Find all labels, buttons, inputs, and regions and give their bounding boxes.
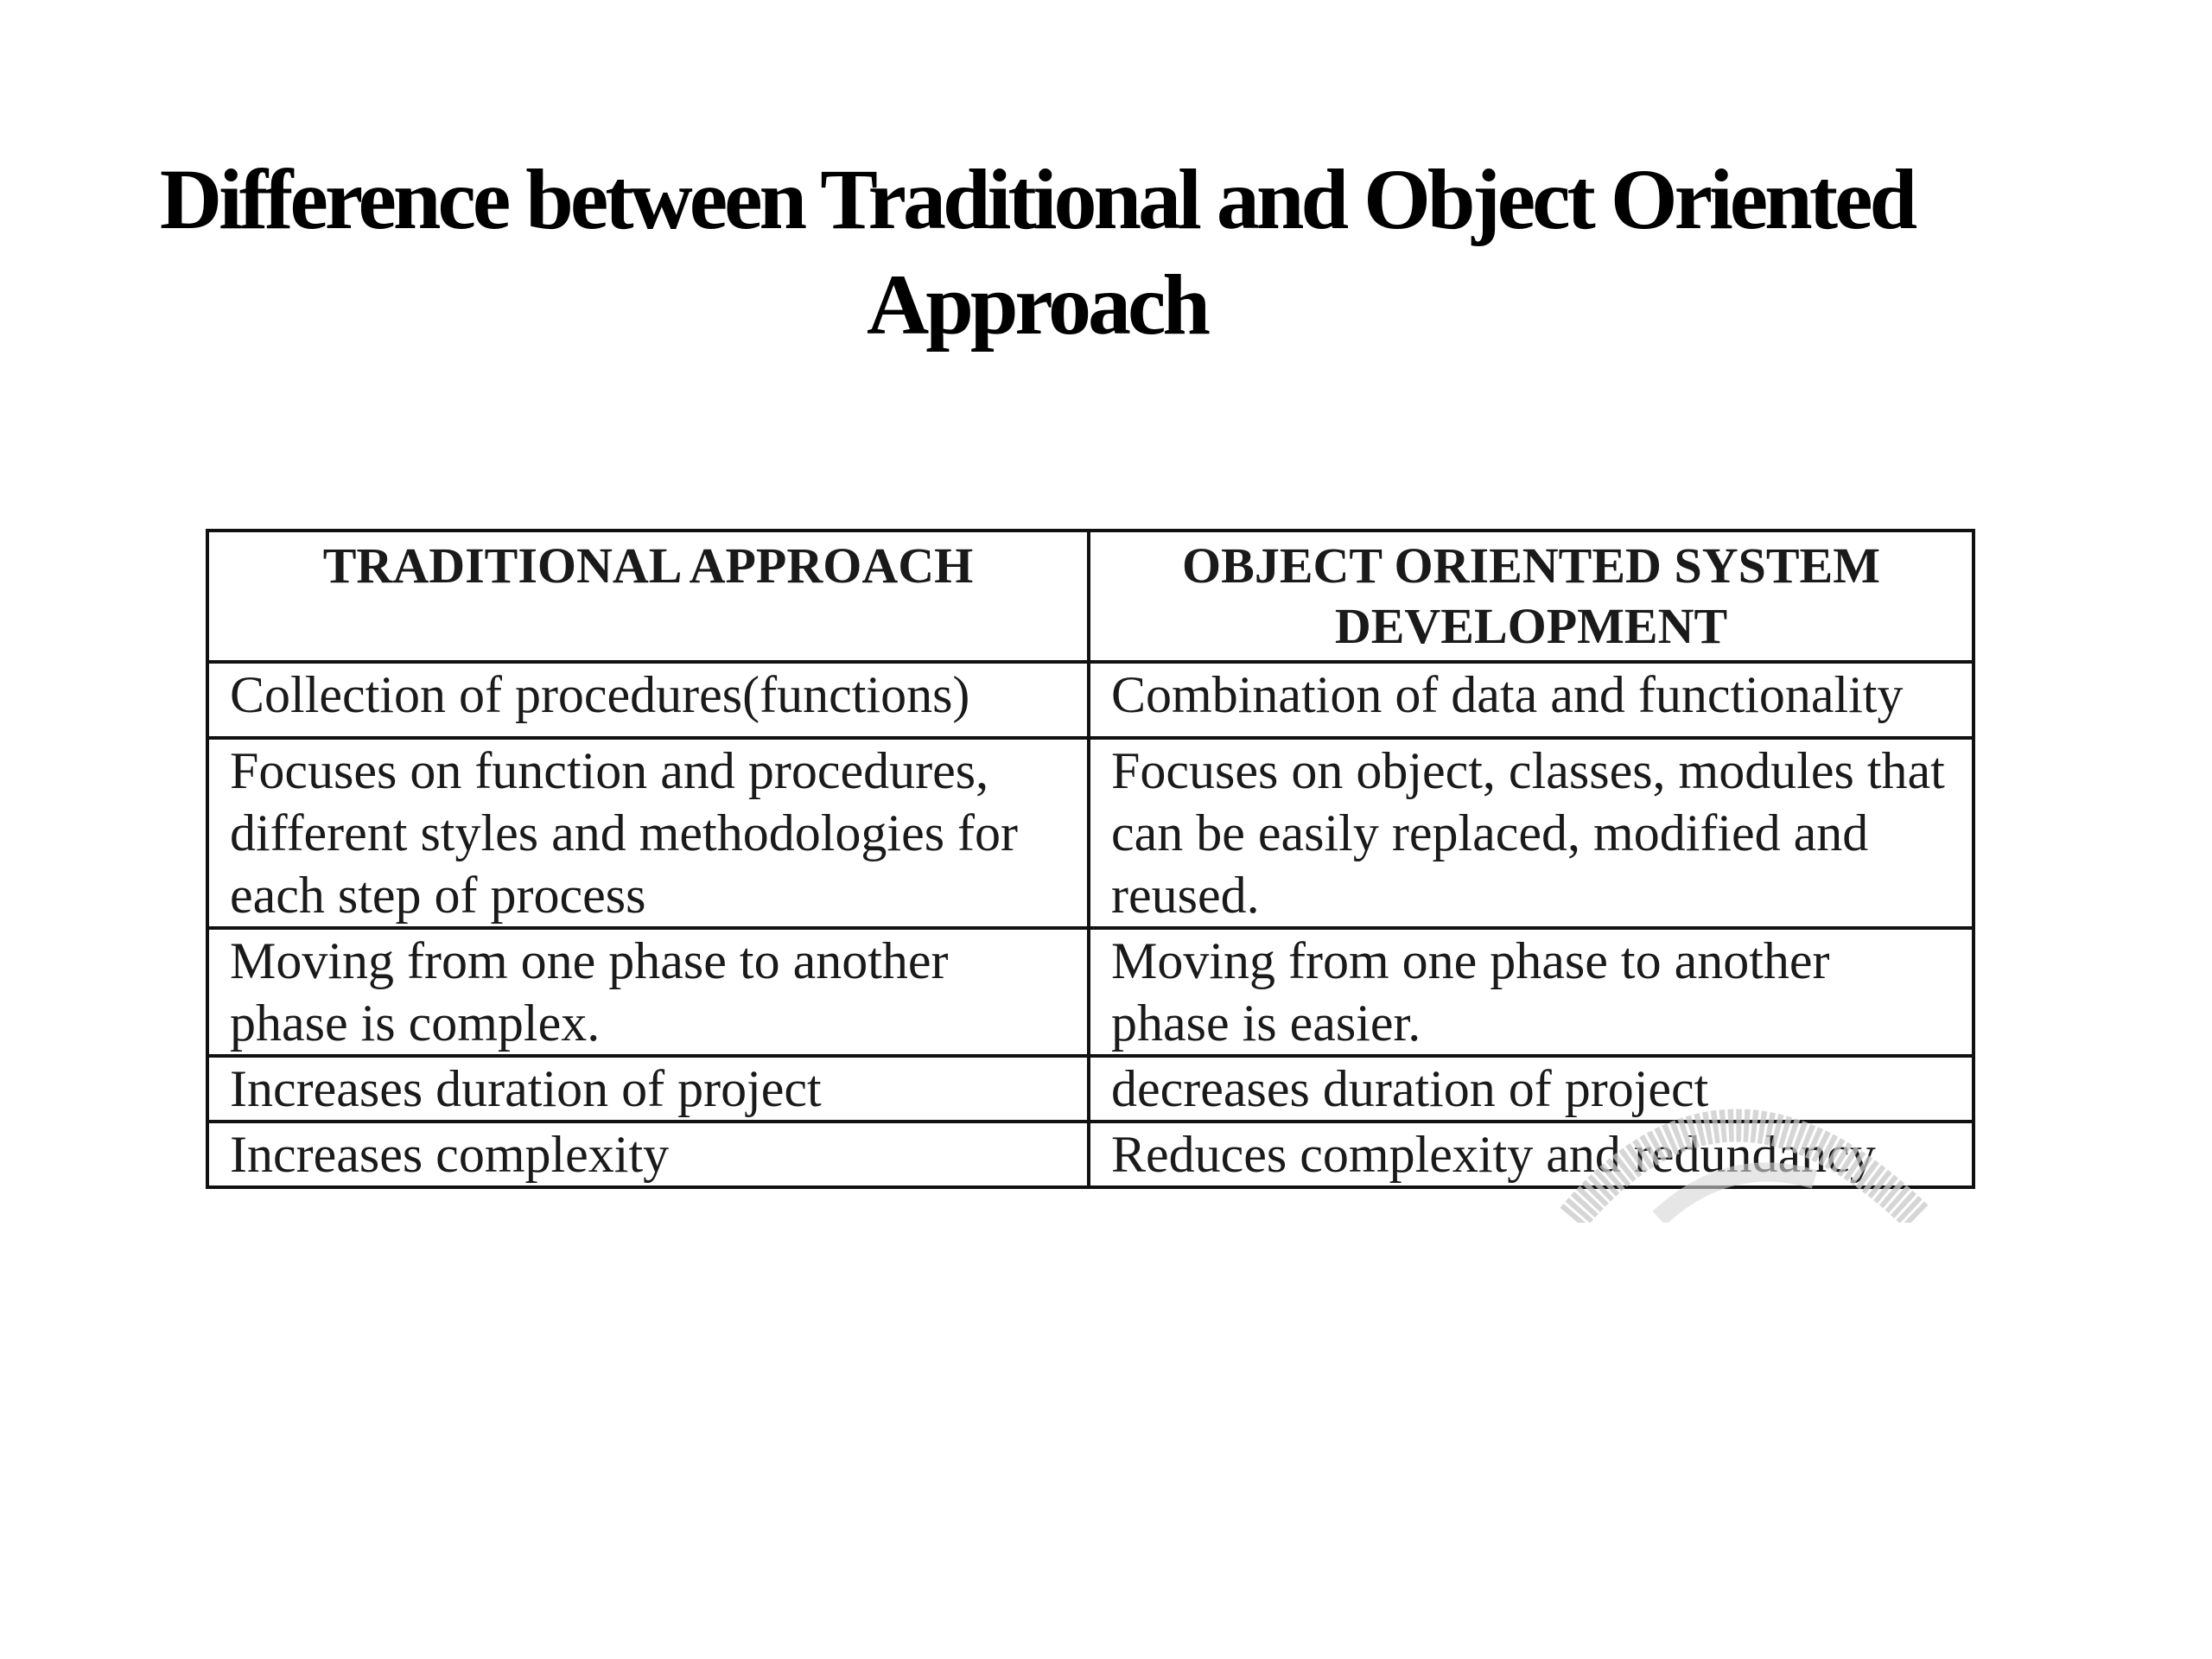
table-cell-object-oriented: Reduces complexity and redundancy bbox=[1089, 1122, 1974, 1187]
table-cell-traditional: Focuses on function and procedures, different styles and methodologies for each step of process bbox=[207, 738, 1089, 928]
table-cell-traditional: Increases complexity bbox=[207, 1122, 1089, 1187]
table-cell-traditional: Collection of procedures(functions) bbox=[207, 662, 1089, 738]
table-cell-traditional: Moving from one phase to another phase is complex. bbox=[207, 928, 1089, 1056]
table-row bbox=[207, 1122, 1974, 1187]
table-cell-object-oriented: decreases duration of project bbox=[1089, 1056, 1974, 1122]
title-line-2: Approach bbox=[866, 257, 1208, 353]
table-cell-object-oriented: Moving from one phase to another phase is easier. bbox=[1089, 928, 1974, 1056]
table-row bbox=[207, 662, 1974, 738]
header-object-oriented: OBJECT ORIENTED SYSTEM DEVELOPMENT bbox=[1089, 531, 1974, 662]
title-line-1: Difference between Traditional and Object Oriented bbox=[159, 151, 1915, 247]
table-row bbox=[207, 1056, 1974, 1122]
slide-title bbox=[86, 147, 1987, 358]
table-cell-object-oriented: Combination of data and functionality bbox=[1089, 662, 1974, 738]
table-cell-traditional: Increases duration of project bbox=[207, 1056, 1089, 1122]
table-cell-object-oriented: Focuses on object, classes, modules that can be easily replaced, modified and reused. bbox=[1089, 738, 1974, 928]
header-traditional-approach: TRADITIONAL APPROACH bbox=[207, 531, 1089, 662]
table-row bbox=[207, 928, 1974, 1056]
table-header-row bbox=[207, 531, 1974, 662]
table-row bbox=[207, 738, 1974, 928]
comparison-table bbox=[206, 529, 1975, 1189]
